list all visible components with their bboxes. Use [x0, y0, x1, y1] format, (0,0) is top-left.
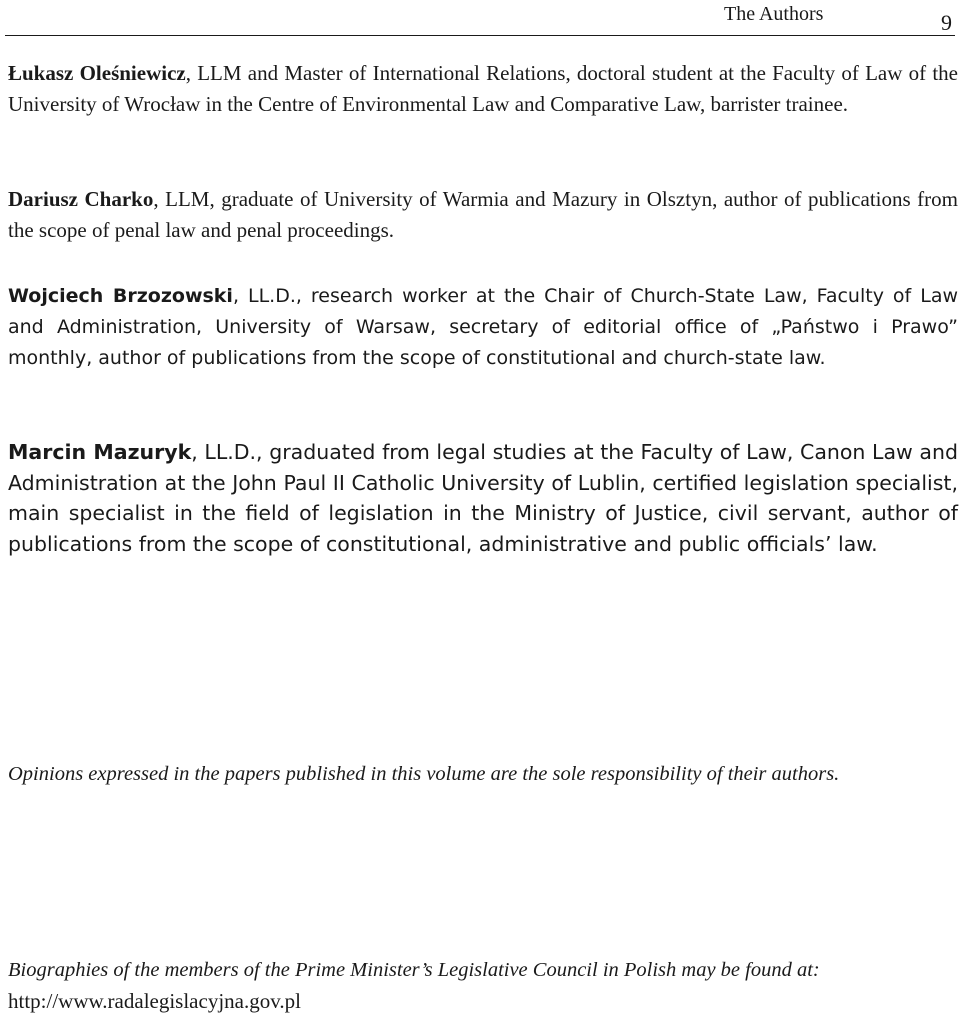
author-name: Łukasz Oleśniewicz	[8, 61, 186, 85]
author-bio-mazuryk	[8, 437, 958, 559]
author-bio-text: , LLM, graduate of University of Warmia and Mazury in Olsztyn, author of publications from the scope of penal law and penal proceedings.	[8, 187, 958, 242]
author-name: Wojciech Brzozowski	[8, 285, 233, 307]
header-rule	[5, 35, 955, 36]
author-name: Marcin Mazuryk	[8, 440, 192, 464]
page-number: 9	[941, 10, 952, 35]
running-header	[0, 0, 960, 36]
author-bio-olesniewicz	[8, 58, 958, 119]
biographies-note: Biographies of the members of the Prime Minister’s Legislative Council in Polish may be found at:	[8, 959, 820, 981]
council-website-link[interactable]: http://www.radalegislacyjna.gov.pl	[8, 989, 301, 1013]
author-bio-text: , LL.D., graduated from legal studies at the Faculty of Law, Canon Law and Administration at the John Paul II Catholic University of Lublin, certified legislation specialist, main specialist in the field of legislation in the Ministry of Justice, civil servant, author of publications from the scope of constitutional, administrative and public officials’ law.	[8, 440, 958, 556]
author-bio-text: , LLM and Master of International Relations, doctoral student at the Faculty of Law of the University of Wrocław in the Centre of Environmental Law and Comparative Law, barrister trainee.	[8, 61, 958, 116]
author-bio-charko	[8, 184, 958, 245]
author-bio-brzozowski	[8, 281, 958, 374]
author-bio-text: , LL.D., research worker at the Chair of Church-State Law, Faculty of Law and Administration, University of Warsaw, secretary of editorial office of „Państwo i Prawo” monthly, author of publications from the scope of constitutional and church-state law.	[8, 285, 958, 369]
responsibility-disclaimer: Opinions expressed in the papers published in this volume are the sole responsibility of their authors.	[8, 763, 840, 785]
running-title: The Authors	[724, 3, 824, 25]
author-name: Dariusz Charko	[8, 187, 154, 211]
